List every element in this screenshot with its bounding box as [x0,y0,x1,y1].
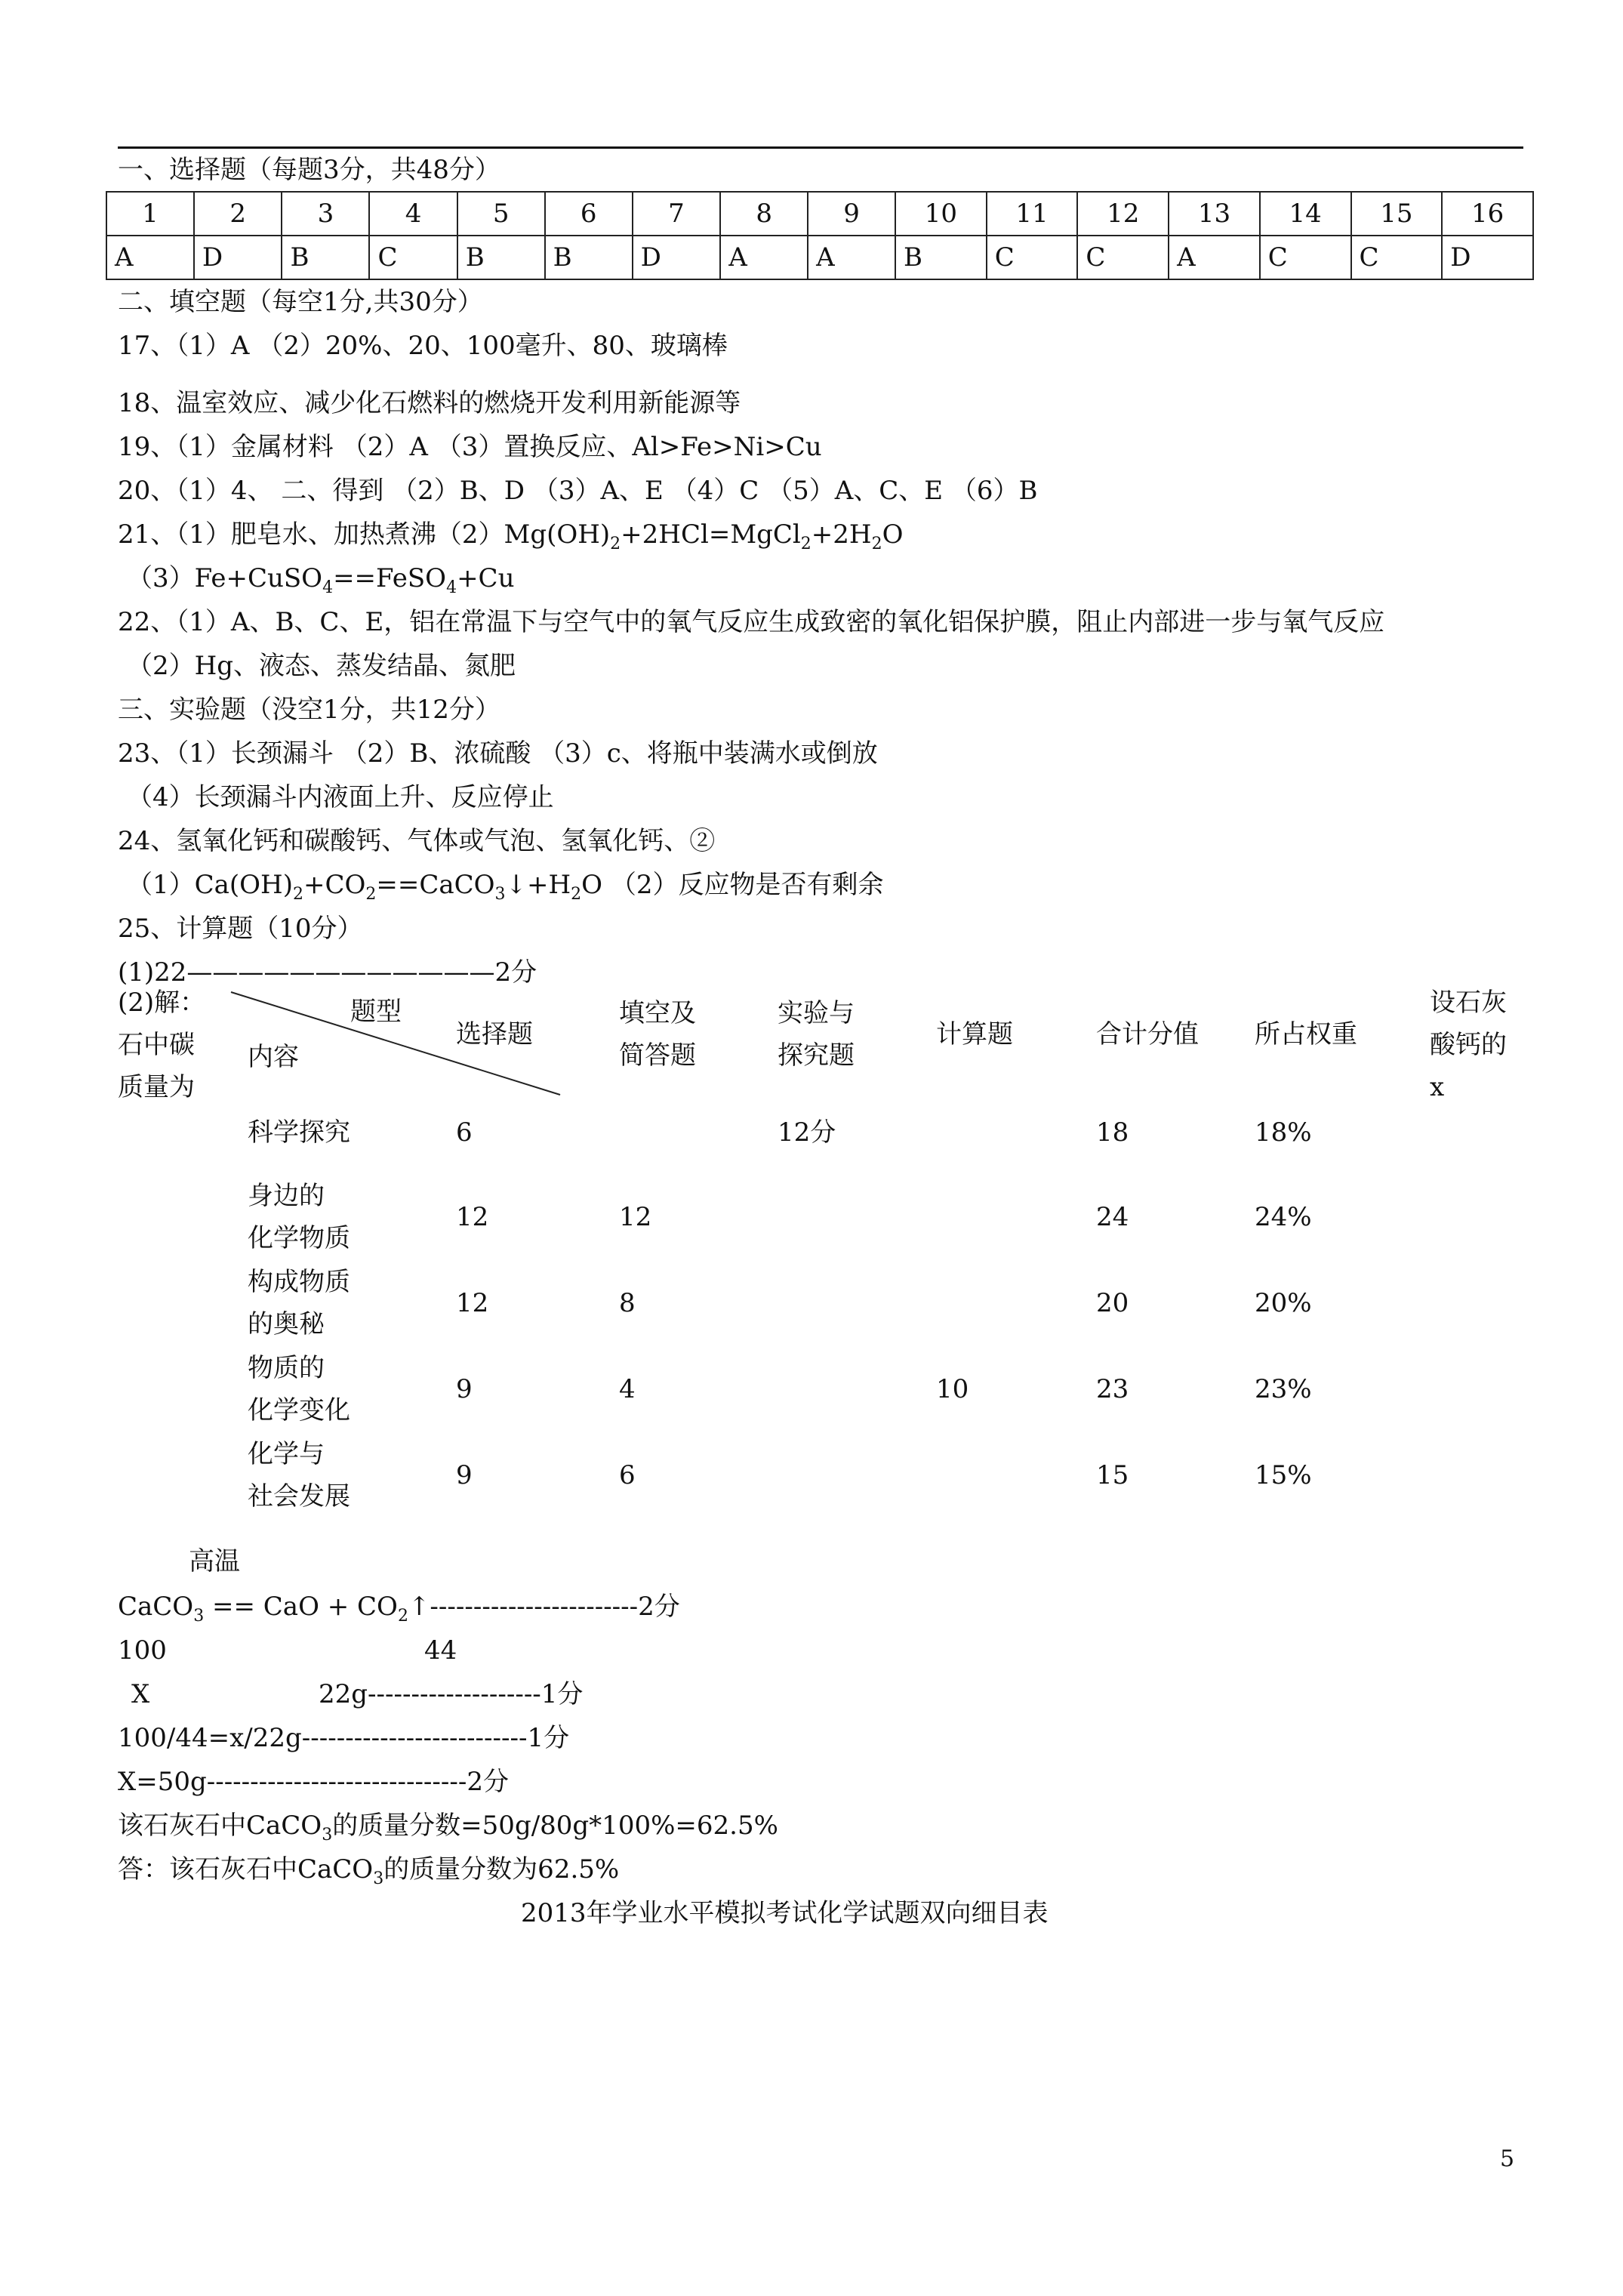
q25-left-line: 石中碳 [118,1030,195,1060]
answer-q19: 19、（1）金属材料 （2）A （3）置换反应、Al>Fe>Ni>Cu [118,432,822,462]
header-calc: 计算题 [936,1019,1013,1049]
row-value: 12 [456,1202,489,1232]
answer-number: 12 [1077,192,1169,236]
known-mass: 22g--------------------1分 [319,1679,584,1709]
answer-letter: C [987,236,1078,279]
answer-number: 10 [895,192,987,236]
q25-right-line: x [1430,1072,1445,1102]
row-label: 物质的 [248,1353,325,1383]
answer-letter: C [1260,236,1351,279]
answer-letter: C [1351,236,1443,279]
answer-letter: B [895,236,987,279]
footer-title: 2013年学业水平模拟考试化学试题双向细目表 [521,1898,1049,1928]
answer-letter: C [1077,236,1169,279]
reaction-equation: CaCO$_3$ == CaO + $CO_2↑------------------------2$分 [118,1592,680,1626]
molar-mass-caco3: 100 [118,1635,167,1666]
row-value: 20 [1096,1288,1129,1318]
row-value: 23% [1255,1374,1312,1404]
corner-top-label: 题型 [350,997,402,1027]
answer-q24-line2: $(1)Ca(OH)_2+CO_2==CaCO_3↓+H_2O$ （2）反应物是否有剩余 [127,870,884,904]
answer-letter: A [1169,236,1260,279]
ratio-line: 100/44=x/22g--------------------------1分 [118,1723,570,1753]
header-fill: 填空及 [619,998,696,1028]
row-label: 科学探究 [248,1117,350,1148]
row-value: 10 [936,1374,969,1404]
row-label: 身边的 [248,1181,325,1211]
answer-q20: 20、（1）4、 二、得到 （2）B、D （3）A、E （4）C （5）A、C、E （6）B [118,476,1038,506]
answer-letter: A [720,236,808,279]
row-value: 12 [619,1202,652,1232]
unknown-x: X [131,1679,150,1709]
answer-line: 答：该石灰石中CaCO$_3$的质量分数为62.5% [118,1854,620,1888]
answer-letter: B [457,236,545,279]
row-value: 24% [1255,1202,1312,1232]
answer-number: 8 [720,192,808,236]
row-value: 18% [1255,1117,1312,1148]
answer-q21-line2: （3）Fe+CuSO$_4$==FeSO$_4$+Cu [127,563,515,597]
answer-number: 11 [987,192,1078,236]
answer-table-numbers-row [106,192,1533,236]
answer-q23-line1: 23、（1）长颈漏斗 （2）B、浓硫酸 （3）c、将瓶中装满水或倒放 [118,738,878,769]
row-value: 15% [1255,1460,1312,1490]
row-label: 化学与 [248,1439,325,1469]
answer-letter: A [106,236,194,279]
answer-q25-title: 25、计算题（10分） [118,914,363,944]
q25-left-line: (2)解： [118,988,206,1018]
row-label: 化学物质 [248,1223,350,1253]
answer-number: 13 [1169,192,1260,236]
answer-letter: B [545,236,633,279]
header-total: 合计分值 [1096,1019,1199,1049]
answer-q21-line1: 21、（1）肥皂水、加热煮沸$(2)Mg(OH)_2+2HCl=MgCl_2+2H_2O$ [118,519,904,553]
corner-bottom-label: 内容 [248,1042,299,1072]
answer-number: 16 [1442,192,1533,236]
answer-q22-line1: 22、（1）A、B、C、E，铝在常温下与空气中的氧气反应生成致密的氧化铝保护膜，阻止内部进一步与氧气反应 [118,607,1385,637]
header-choice: 选择题 [456,1019,533,1049]
answer-table [106,191,1534,280]
molar-mass-co2: 44 [424,1635,457,1666]
row-value: 6 [456,1117,473,1148]
row-value: 6 [619,1460,636,1490]
answer-q17: 17、（1）A （2）20%、20、100毫升、80、玻璃棒 [118,331,728,361]
mass-fraction-line: 该石灰石中CaCO$_3$的质量分数=50g/80g*100%=62.5% [118,1811,778,1845]
answer-number: 4 [369,192,457,236]
answer-number: 14 [1260,192,1351,236]
answer-q24-line1: 24、氢氧化钙和碳酸钙、气体或气泡、氢氧化钙、② [118,826,716,856]
answer-table-answers-row [106,236,1533,279]
answer-letter: B [282,236,369,279]
answer-q22-line2: （2）Hg、液态、蒸发结晶、氮肥 [127,651,516,681]
row-value: 15 [1096,1460,1129,1490]
row-label: 构成物质 [248,1267,350,1297]
row-label: 社会发展 [248,1481,350,1512]
header-experiment: 探究题 [778,1040,855,1071]
answer-number: 3 [282,192,369,236]
answer-letter: D [633,236,721,279]
answer-q23-line2: （4）长颈漏斗内液面上升、反应停止 [127,782,554,812]
answer-letter: A [808,236,895,279]
row-value: 18 [1096,1117,1129,1148]
q25-right-line: 设石灰 [1430,988,1507,1018]
section3-title: 三、实验题（没空1分，共12分） [118,695,500,725]
q25-right-line: 酸钙的 [1430,1030,1507,1060]
header-rule [118,146,1523,149]
row-value: 20% [1255,1288,1312,1318]
row-value: 12 [456,1288,489,1318]
row-label: 的奥秘 [248,1309,325,1339]
answer-number: 1 [106,192,194,236]
row-value: 9 [456,1374,473,1404]
q25-left-line: 质量为 [118,1072,195,1102]
header-fill: 简答题 [619,1040,696,1071]
answer-q18: 18、温室效应、减少化石燃料的燃烧开发利用新能源等 [118,388,741,418]
answer-number: 15 [1351,192,1443,236]
row-value: 8 [619,1288,636,1318]
page-number: 5 [1500,2146,1515,2172]
answer-number: 5 [457,192,545,236]
answer-number: 6 [545,192,633,236]
row-value: 9 [456,1460,473,1490]
header-weight: 所占权重 [1255,1019,1357,1049]
section1-title: 一、选择题（每题3分，共48分） [118,155,500,185]
result-line: X=50g------------------------------2分 [118,1767,510,1797]
row-label: 化学变化 [248,1395,350,1425]
detail-table [118,982,1529,1525]
reaction-condition: 高温 [189,1546,240,1576]
answer-letter: D [1442,236,1533,279]
row-value: 23 [1096,1374,1129,1404]
row-value: 4 [619,1374,636,1404]
header-experiment: 实验与 [778,998,855,1028]
answer-number: 9 [808,192,895,236]
answer-q25-part1: (1)22————————————2分 [118,957,537,988]
answer-number: 7 [633,192,721,236]
row-value: 24 [1096,1202,1129,1232]
section2-title: 二、填空题（每空1分,共30分） [118,287,483,317]
row-value: 12分 [778,1117,836,1148]
answer-letter: C [369,236,457,279]
answer-letter: D [194,236,282,279]
answer-number: 2 [194,192,282,236]
